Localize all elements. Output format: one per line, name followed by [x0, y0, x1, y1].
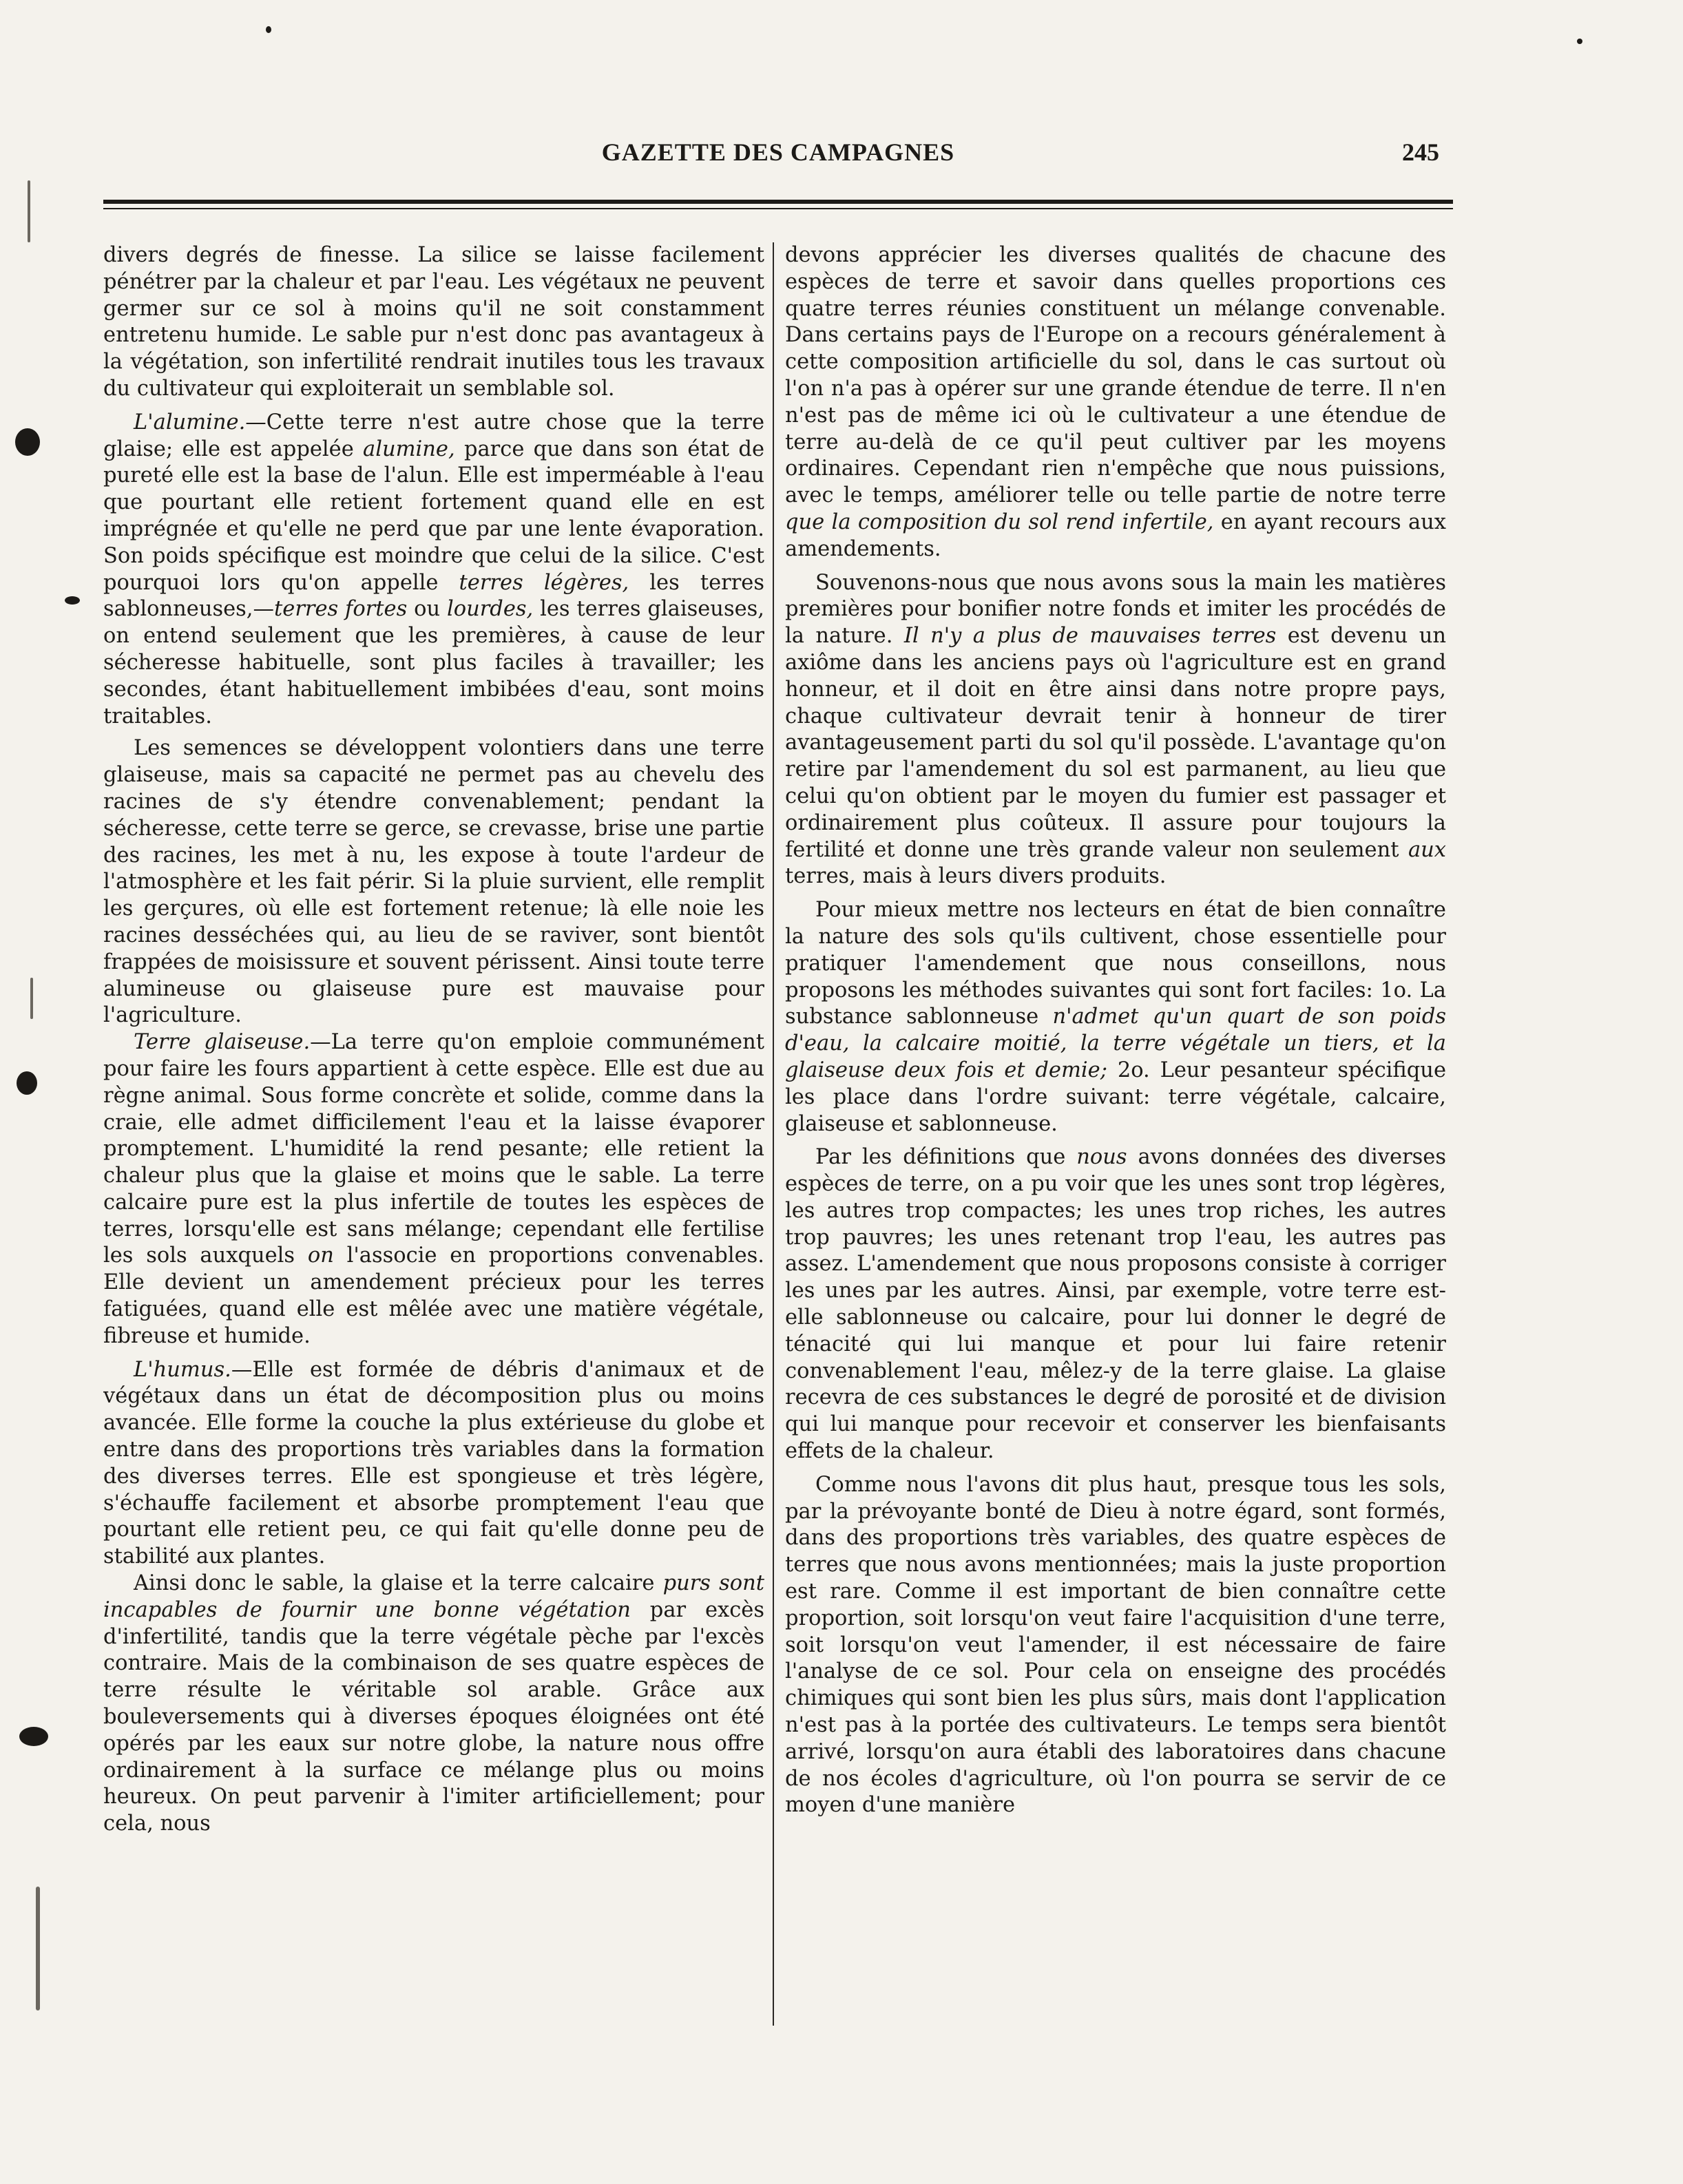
text-run: devons apprécier les diverses qualités de chacune des espèces de terre et savoir dans quelles proportions ces quatre terres réunies constituent un mélange convenable. Dans certains pays de l'Europe on a recours généralement à cette composition artificielle du sol, dans le cas surtout où l'on n'a pas à opérer sur une grande étendue de terre. Il n'en n'est pas de même ici où le cultivateur a une étendue de terre au-delà de ce qu'il peut cultiver par les moyens ordinaires. Cependant rien n'empêche que nous puissions, avec le temps, améliorer telle ou telle partie de notre terre: [785, 243, 1446, 508]
paragraph-alumine: [103, 410, 764, 731]
text-run: terres, mais à leurs divers produits.: [785, 864, 1167, 889]
text-run: Pour mieux mettre nos lecteurs en état de bien connaître la nature des sols qu'ils cultivent, chose essentielle pour pratiquer l'amendement que nous conseillons, nous proposons les méthodes suivantes qui sont fort faciles: 1o. La substance sablonneuse: [785, 898, 1446, 1029]
text-run: —La terre qu'on emploie communément pour faire les fours appartient à cette espèce. Elle est due au règne animal. Sous forme concrète et solide, comme dans la craie, elle admet difficilement l'eau et la laisse évaporer promptement. L'humidité la rend pesante; elle retient la chaleur plus que la glaise et moins que le sable. La terre calcaire pure est la plus infertile de toutes les espèces de terres, lorsqu'elle est sans mélange; cependant elle fertilise les sols auxquels: [103, 1030, 764, 1268]
left-column: [103, 242, 764, 2026]
page-header: [103, 138, 1453, 179]
text-run-italic: nous: [1076, 1145, 1127, 1170]
ink-smudge: [15, 428, 40, 456]
text-run-italic: Il n'y a plus de mauvaises terres: [903, 624, 1277, 649]
section-lead-alumine: L'alumine.: [134, 410, 246, 434]
text-run: avons données des diverses espèces de terre, on a pu voir que les unes sont trop légères, les autres trop compactes; les unes trop riches, les autres trop pauvres; les unes retenant trop l'eau, les autres pas assez. L'amendement que nous proposons consiste à corriger les unes par les autres. Ainsi, par exemple, votre terre est-elle sablonneuse ou calcaire, pour lui donner le degré de ténacité qui lui manque et pour lui faire retenir convenablement l'eau, mêlez-y de la terre glaise. La glaise recevra de ces substances le degré de porosité et de division qui lui manque pour recevoir et conserver les bienfaisants effets de la chaleur.: [785, 1145, 1446, 1464]
paragraph-par-les-definitions: [785, 1144, 1446, 1465]
right-column: [785, 242, 1446, 2026]
publication-title: GAZETTE DES CAMPAGNES: [601, 138, 955, 166]
paragraph-silice-continued: divers degrés de finesse. La silice se laisse facilement pénétrer par la chaleur et par l'eau. Les végétaux ne peuvent germer sur ce sol à moins qu'il ne soit constamment entretenu humide. Le sable pur n'est donc pas avantageux à la végétation, son infertilité rendrait inutiles tous les travaux du cultivateur qui exploiterait un semblable sol.: [103, 243, 764, 401]
text-run-italic: lourdes,: [446, 597, 534, 622]
paragraph-humus: [103, 1357, 764, 1571]
header-rule-thin: [103, 208, 1453, 209]
column-divider: [773, 242, 774, 2026]
text-run: Par les définitions que: [815, 1145, 1077, 1170]
ink-mark: [28, 180, 30, 242]
text-run: par excès d'infertilité, tandis que la terre végétale pèche par l'excès contraire. Mais de la combinaison de ses quatre espèces de terre résulte le véritable sol arable. Grâce aux bouleversements qui à diverses époques éloignées ont été opérés par les eaux sur notre globe, la nature nous offre ordinairement à la surface ce mélange plus ou moins heureux. On peut parvenir à l'imiter artificiellement; pour cela, nous: [103, 1597, 764, 1836]
ink-smudge: [17, 1071, 37, 1095]
text-run-italic: terres fortes: [274, 597, 408, 622]
text-run: les terres glaiseuses, on entend seulement que les premières, à cause de leur sécheresse habituelle, sont plus faciles à travailler; les secondes, étant habituellement imbibées d'eau, sont moins traitables.: [103, 597, 764, 728]
paragraph-comme-nous: Comme nous l'avons dit plus haut, presque tous les sols, par la prévoyante bonté de Dieu à notre égard, sont formés, dans des proportions très variables, des quatre espèces de terres que nous avons mentionnées; mais la juste proportion est rare. Comme il est important de bien connaître cette proportion, soit lorsqu'on veut faire l'acquisition d'une terre, soit lorsqu'on veut l'amender, il est nécessaire de faire l'analyse de ce sol. Pour cela on enseigne des procédés chimiques qui sont bien les plus sûrs, mais dont l'application n'est pas à la portée des cultivateurs. Le temps sera bientôt arrivé, lorsqu'on aura établi des laboratoires dans chacune de nos écoles d'agriculture, où l'on pourra se servir de ce moyen d'une manière: [785, 1472, 1446, 1818]
paragraph-semences: Les semences se développent volontiers dans une terre glaiseuse, mais sa capacité ne permet pas au chevelu des racines de s'y étendre convenablement; pendant la sécheresse, cette terre se gerce, se crevasse, brise une partie des racines, les met à nu, les expose à toute l'ardeur de l'atmosphère et les fait périr. Si la pluie survient, elle remplit les gerçures, où elle est fortement retenue; là elle noie les racines desséchées qui, au lieu de se raviver, sont bientôt frappées de moisissure et souvent périssent. Ainsi toute terre alumineuse ou glaiseuse pure est mauvaise pour l'agriculture.: [103, 736, 764, 1028]
ink-smudge: [65, 596, 80, 605]
ink-dot: [1577, 39, 1582, 44]
text-run-italic: on: [307, 1243, 334, 1268]
paragraph-devons-apprecier: [785, 242, 1446, 563]
text-run: est devenu un axiôme dans les anciens pays où l'agriculture est en grand honneur, et il doit en être ainsi dans notre propre pays, chaque cultivateur devrait tenir à honneur de tirer avantageusement parti du sol qu'il possède. L'avantage qu'on retire par l'amendement du sol est parmanent, au lieu que celui qu'on obtient par le moyen du fumier est passager et ordinairement plus coûteux. Il assure pour toujours la fertilité et donne une très grande valeur non seulement: [785, 624, 1446, 862]
text-run: 2o. Leur pesanteur spécifique les place dans l'ordre suivant: terre végétale, calcaire, glaiseuse et sablonneuse.: [785, 1058, 1446, 1136]
text-run-italic: n'admet qu'un quart de son poids d'eau, la calcaire moitié, la terre végétale un tiers, et la glaiseuse deux fois et demie;: [785, 1005, 1446, 1082]
header-rule-thick: [103, 200, 1453, 204]
ink-dot: [266, 26, 271, 33]
text-run: ou: [407, 597, 447, 622]
paragraph-pour-mieux: [785, 897, 1446, 1137]
text-run-italic: alumine,: [363, 437, 455, 461]
text-run-italic: purs sont incapables de fournir une bonne végétation: [103, 1571, 764, 1622]
ink-smudge: [19, 1727, 48, 1746]
text-run-italic: aux: [1408, 837, 1446, 862]
text-run: l'associe en proportions convenables. Elle devient un amendement précieux pour les terres fatiguées, quand elle est mêlée avec une matière végétale, fibreuse et humide.: [103, 1243, 764, 1348]
ink-mark: [30, 978, 33, 1019]
text-run: parce que dans son état de pureté elle est la base de l'alun. Elle est imperméable à l'eau que pourtant elle retient fortement quand elle en est imprégnée et qu'elle ne perd que par une lente évaporation. Son poids spécifique est moindre que celui de la silice. C'est pourquoi lors qu'on appelle: [103, 437, 764, 595]
text-run: —Elle est formée de débris d'animaux et de végétaux dans un état de décomposition plus ou moins avancée. Elle forme la couche la plus extérieuse du globe et entre dans des proportions très variables dans la formation des diverses terres. Elle est spongieuse et très légère, s'échauffe facilement et absorbe promptement l'eau que pourtant elle retient peu, ce qui fait qu'elle donne peu de stabilité aux plantes.: [103, 1357, 764, 1569]
section-lead-humus: L'humus.: [134, 1357, 231, 1382]
section-lead-terre-glaiseuse: Terre glaiseuse.: [134, 1030, 311, 1055]
text-run-italic: que la composition du sol rend infertile,: [785, 510, 1214, 534]
ink-mark: [36, 1887, 40, 2010]
text-run: —Cette terre n'est autre chose que la terre glaise; elle est appelée: [103, 410, 764, 461]
text-run: Souvenons-nous que nous avons sous la main les matières premières pour bonifier notre fonds et imiter les procédés de la nature.: [785, 570, 1446, 649]
text-run: Ainsi donc le sable, la glaise et la terre calcaire: [134, 1571, 663, 1596]
paragraph-souvenons-nous: [785, 570, 1446, 891]
paragraph-ainsi-donc: [103, 1571, 764, 1838]
text-run: en ayant recours aux amendements.: [785, 510, 1446, 561]
page-number: 245: [1402, 138, 1439, 166]
text-run: les terres sablonneuses,—: [103, 570, 764, 622]
paragraph-terre-glaiseuse: [103, 1029, 764, 1350]
text-run-italic: terres légères,: [459, 570, 629, 595]
